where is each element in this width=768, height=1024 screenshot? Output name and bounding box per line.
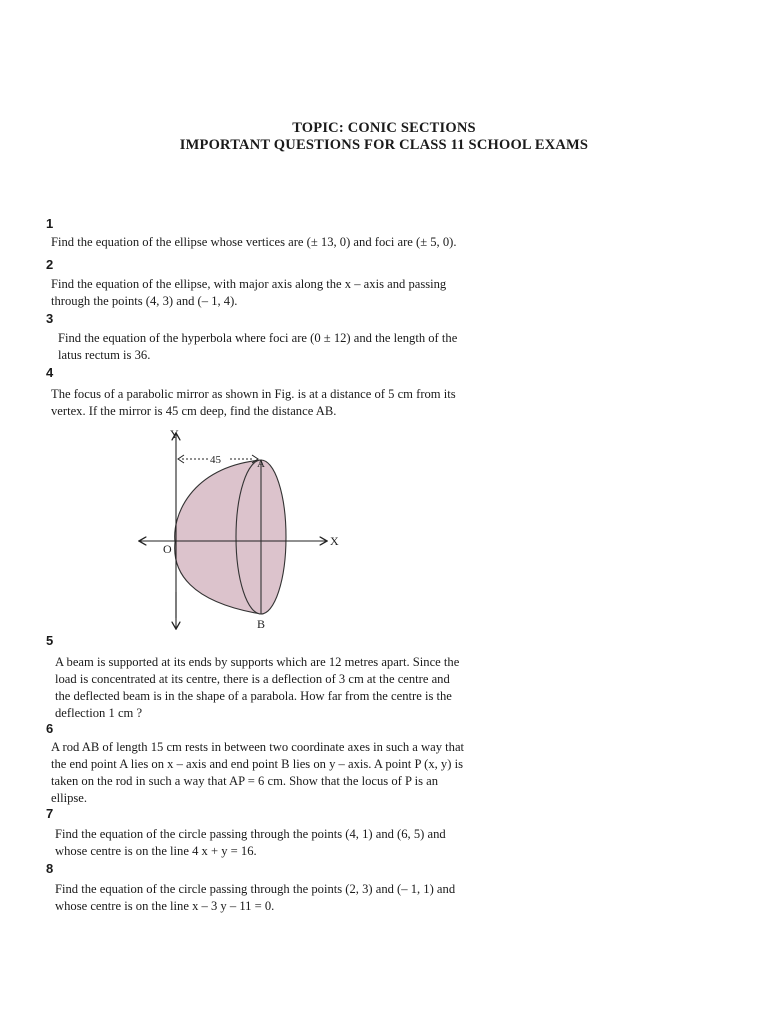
question-text (55, 826, 446, 860)
question-line: whose centre is on the line 4 x + y = 16. (55, 844, 257, 858)
question-line: deflection 1 cm ? (55, 706, 143, 720)
parabolic-mirror-figure (130, 422, 360, 634)
question-text (51, 739, 464, 807)
question-line: Find the equation of the circle passing through the points (4, 1) and (6, 5) and (55, 827, 446, 841)
question-line: Find the equation of the circle passing through the points (2, 3) and (– 1, 1) and (55, 882, 456, 896)
question-number: 5 (46, 633, 54, 648)
question-text (51, 234, 457, 251)
question-text (51, 276, 446, 310)
depth-label: 45 (210, 454, 221, 466)
question-number: 6 (46, 721, 54, 736)
question-line: the end point A lies on x – axis and end point B lies on y – axis. A point P (x, y) is (51, 757, 463, 771)
x-axis-label: X (330, 534, 339, 548)
question-number: 1 (46, 216, 54, 231)
point-b-label: B (257, 617, 266, 631)
question-line: the deflected beam is in the shape of a parabola. How far from the centre is the (55, 689, 452, 703)
y-axis-label: Y (170, 427, 179, 441)
question-line: A beam is supported at its ends by supports which are 12 metres apart. Since the (55, 655, 460, 669)
question-line: ellipse. (51, 791, 88, 805)
page-subtitle: IMPORTANT QUESTIONS FOR CLASS 11 SCHOOL EXAMS (179, 137, 589, 153)
question-text (55, 881, 455, 915)
question-line: Find the equation of the ellipse, with major axis along the x – axis and passing (51, 277, 447, 291)
question-line: Find the equation of the hyperbola where foci are (0 ± 12) and the length of the (58, 331, 458, 345)
point-a-label: A (257, 458, 265, 470)
question-line: taken on the rod in such a way that AP = 6 cm. Show that the locus of P is an (51, 774, 439, 788)
question-line: The focus of a parabolic mirror as shown in Fig. is at a distance of 5 cm from its (51, 387, 456, 401)
question-text (58, 330, 457, 364)
question-line: Find the equation of the ellipse whose vertices are (± 13, 0) and foci are (± 5, 0). (51, 235, 457, 249)
question-line: through the points (4, 3) and (– 1, 4). (51, 294, 238, 308)
question-number: 3 (46, 311, 54, 326)
question-line: vertex. If the mirror is 45 cm deep, find the distance AB. (51, 404, 337, 418)
question-text (51, 386, 456, 420)
question-line: latus rectum is 36. (58, 348, 151, 362)
question-text (55, 654, 459, 722)
question-number: 8 (46, 861, 54, 876)
question-line: A rod AB of length 15 cm rests in between two coordinate axes in such a way that (51, 740, 465, 754)
question-number: 4 (46, 365, 54, 380)
question-line: load is concentrated at its centre, there is a deflection of 3 cm at the centre and (55, 672, 450, 686)
topic-heading: TOPIC: CONIC SECTIONS (292, 120, 476, 136)
question-line: whose centre is on the line x – 3 y – 11 = 0. (55, 899, 275, 913)
question-number: 2 (46, 257, 54, 272)
origin-label: O (163, 542, 172, 556)
question-number: 7 (46, 806, 54, 821)
